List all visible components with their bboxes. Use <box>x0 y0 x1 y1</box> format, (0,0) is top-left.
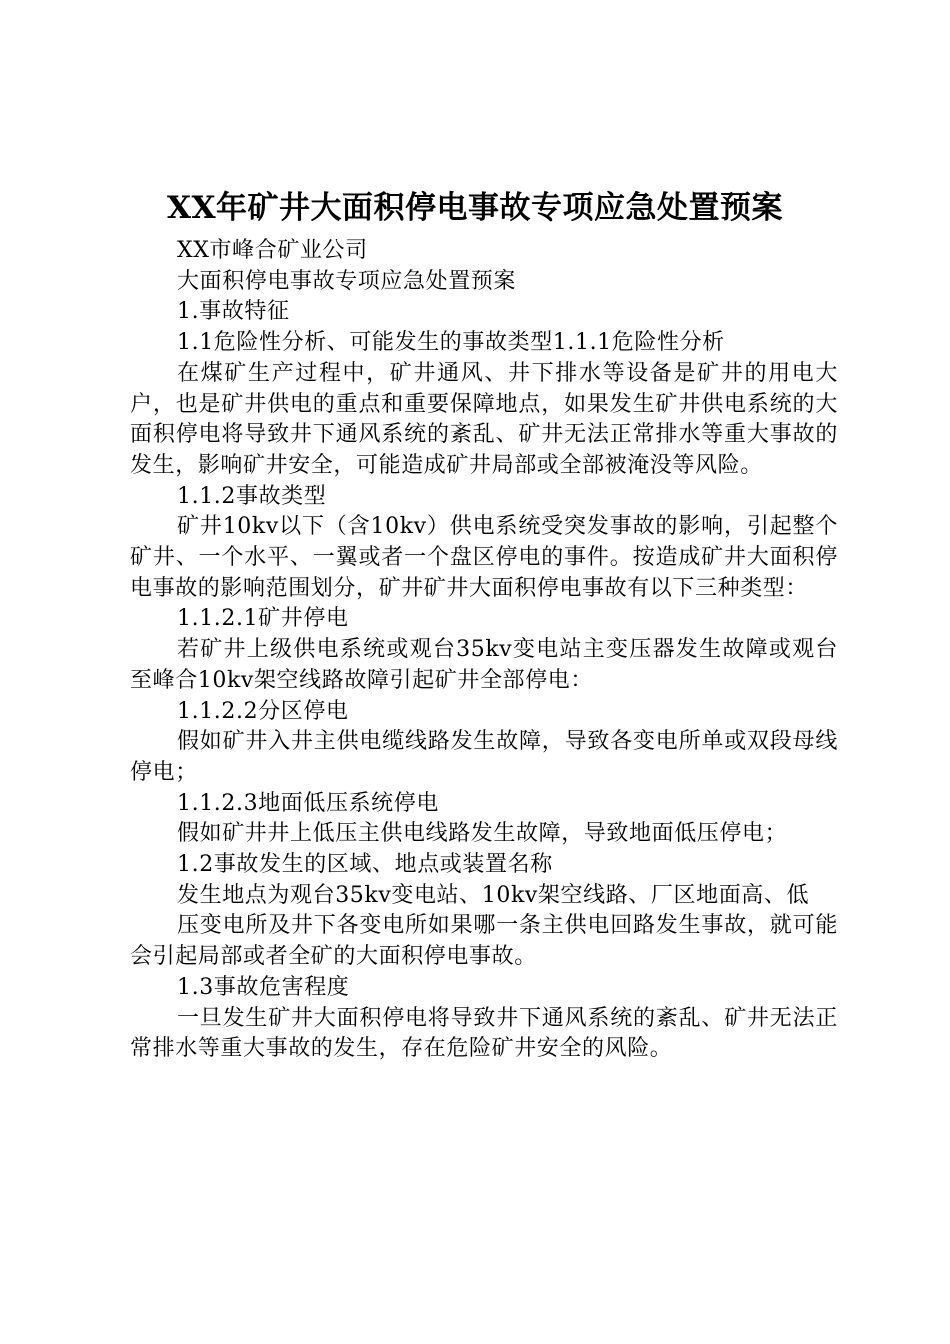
section-heading-1-1: 1.1危险性分析、可能发生的事故类型1.1.1危险性分析 <box>177 330 725 356</box>
plan-subtitle: 大面积停电事故专项应急处置预案 <box>177 268 517 294</box>
paragraph-mine-outage: 若矿井上级供电系统或观台35kv变电站主变压器发生故障或观台至峰合10kv架空线路故障引起矿井全部停电： <box>130 637 838 693</box>
section-heading-1-2: 1.2事故发生的区域、地点或装置名称 <box>177 852 553 878</box>
section-heading-1-1-2-3: 1.1.2.3地面低压系统停电 <box>177 790 439 816</box>
paragraph-locations-continued: 压变电所及井下各变电所如果哪一条主供电回路发生事故，就可能会引起局部或者全矿的大面积停电事故。 <box>130 913 838 970</box>
paragraph-hazard-degree: 一旦发生矿井大面积停电将导致井下通风系统的紊乱、矿井无法正常排水等重大事故的发生，存在危险矿井安全的风险。 <box>130 1005 838 1062</box>
company-name: XX市峰合矿业公司 <box>177 238 368 263</box>
paragraph-accident-types: 矿井10kv以下（含10kv）供电系统受突发事故的影响，引起整个矿井、一个水平、一翼或者一个盘区停电的事件。按造成矿井大面积停电事故的影响范围划分，矿井矿井大面积停电事故有以下三种类型： <box>130 514 838 601</box>
section-heading-1-1-2: 1.1.2事故类型 <box>177 483 327 509</box>
paragraph-locations: 发生地点为观台35kv变电站、10kv架空线路、厂区地面高、低 <box>177 882 810 908</box>
section-heading-1-1-2-1: 1.1.2.1矿井停电 <box>177 606 349 632</box>
paragraph-risk-analysis: 在煤矿生产过程中，矿井通风、井下排水等设备是矿井的用电大户，也是矿井供电的重点和重要保障地点，如果发生矿井供电系统的大面积停电将导致井下通风系统的紊乱、矿井无法正常排水等重大事故的发生，影响矿井安全，可能造成矿井局部或全部被淹没等风险。 <box>130 360 838 478</box>
section-heading-1-3: 1.3事故危害程度 <box>177 974 350 1000</box>
paragraph-zone-outage: 假如矿井入井主供电缆线路发生故障，导致各变电所单或双段母线停电； <box>130 729 838 785</box>
document-title: XX年矿井大面积停电事故专项应急处置预案 <box>166 190 784 226</box>
paragraph-low-voltage-outage: 假如矿井井上低压主供电线路发生故障，导致地面低压停电； <box>177 821 788 847</box>
document-body <box>130 236 838 1065</box>
section-heading-1-1-2-2: 1.1.2.2分区停电 <box>177 698 349 724</box>
section-heading-1: 1.事故特征 <box>177 299 290 325</box>
